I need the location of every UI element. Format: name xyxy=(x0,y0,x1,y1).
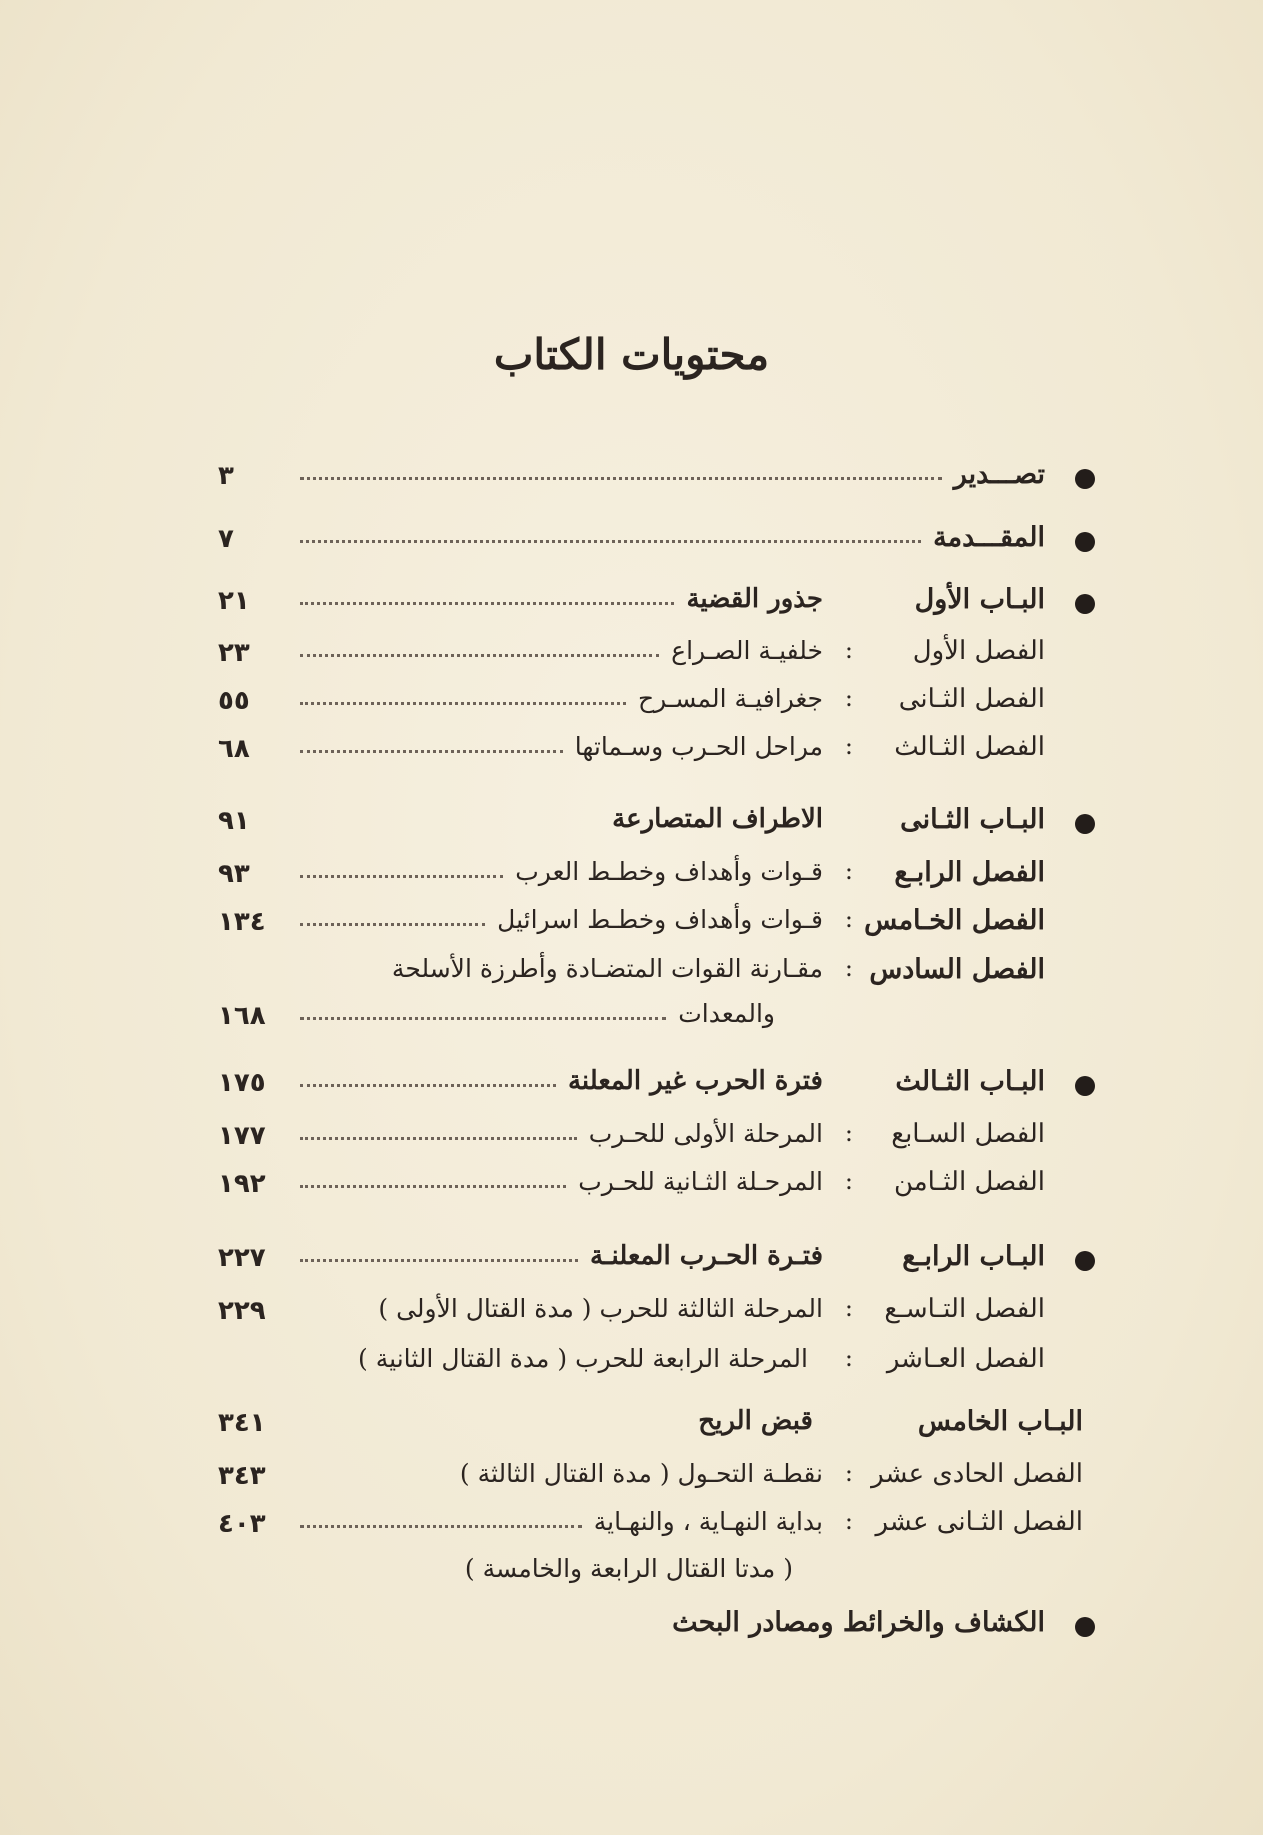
chapter-label: الفصل السادس xyxy=(869,954,1045,985)
part-title: فترة الحرب غير المعلنة xyxy=(567,1066,823,1096)
part-title: فتـرة الحـرب المعلنـة xyxy=(589,1241,823,1271)
chapter-label: الفصل الثـامن xyxy=(893,1167,1045,1197)
toc-part-2 xyxy=(0,800,1263,840)
toc-entry-introduction xyxy=(0,518,1263,558)
colon: : xyxy=(844,1294,853,1322)
toc-chapter xyxy=(0,1115,1263,1155)
part-label: البـاب الثـانى xyxy=(900,804,1045,835)
bullet-icon xyxy=(1075,1076,1095,1096)
part-label: البـاب الرابـع xyxy=(902,1241,1045,1272)
toc-chapter xyxy=(0,632,1263,672)
chapter-title-continued: والمعدات xyxy=(678,999,775,1028)
chapter-title-continued: ( مدتا القتال الرابعة والخامسة ) xyxy=(464,1554,793,1583)
part-title: جذور القضية xyxy=(686,584,823,614)
bullet-icon xyxy=(1075,469,1095,489)
bullet-icon xyxy=(1075,1251,1095,1271)
chapter-title: مراحل الحـرب وسـماتها xyxy=(574,732,823,761)
page-title: محتويات الكتاب xyxy=(493,330,770,379)
leader-dots xyxy=(300,1007,666,1020)
part-title: قبض الريح xyxy=(698,1406,813,1436)
leader-dots xyxy=(300,1515,582,1528)
toc-chapter-continuation xyxy=(0,1550,1263,1590)
page-number: ٣٤١ xyxy=(218,1408,266,1438)
toc-chapter xyxy=(0,1503,1263,1543)
page-number: ٧ xyxy=(218,524,234,554)
leader-dots xyxy=(300,467,942,480)
toc-chapter xyxy=(0,950,1263,990)
toc-chapter-continuation xyxy=(0,995,1263,1035)
chapter-title: قـوات وأهداف وخطـط العرب xyxy=(515,857,823,886)
chapter-label: الفصل الثـانى عشر xyxy=(875,1507,1083,1537)
colon: : xyxy=(844,684,853,712)
page-number: ١٧٧ xyxy=(218,1121,266,1151)
leader-dots xyxy=(300,592,674,605)
page-number: ١٧٥ xyxy=(218,1068,266,1098)
page-number: ٩١ xyxy=(218,806,250,836)
leader-dots xyxy=(300,740,563,753)
entry-title: الكشاف والخرائط ومصادر البحث xyxy=(672,1607,1045,1638)
page-number: ٣ xyxy=(218,461,234,491)
colon: : xyxy=(844,1459,853,1487)
leader-dots xyxy=(300,1175,566,1188)
chapter-title: نقطـة التحـول ( مدة القتال الثالثة ) xyxy=(459,1459,823,1488)
toc-chapter xyxy=(0,680,1263,720)
chapter-label: الفصل السـابع xyxy=(891,1119,1045,1149)
toc-entry-foreword xyxy=(0,455,1263,495)
chapter-label: الفصل التـاسـع xyxy=(884,1294,1045,1324)
chapter-label: الفصل الرابـع xyxy=(894,857,1045,888)
page-number: ٦٨ xyxy=(218,734,250,764)
page-number: ٥٥ xyxy=(218,686,250,716)
page-number: ٣٤٣ xyxy=(218,1461,266,1491)
chapter-title: المرحلة الأولى للحـرب xyxy=(588,1119,823,1148)
colon: : xyxy=(844,1167,853,1195)
toc-part-4 xyxy=(0,1237,1263,1277)
colon: : xyxy=(844,1119,853,1147)
leader-dots xyxy=(300,865,503,878)
page-number: ٢٣ xyxy=(218,638,250,668)
page-number: ٩٣ xyxy=(218,859,250,889)
colon: : xyxy=(844,1507,853,1535)
chapter-label: الفصل الثـالث xyxy=(894,732,1045,762)
part-label: البـاب الأول xyxy=(914,584,1045,615)
toc-chapter xyxy=(0,901,1263,941)
page-number: ٢٢٩ xyxy=(218,1296,266,1326)
bullet-icon xyxy=(1075,1617,1095,1637)
bullet-icon xyxy=(1075,814,1095,834)
page-number: ٤٠٣ xyxy=(218,1509,266,1539)
part-title: الاطراف المتصارعة xyxy=(612,804,823,834)
toc-chapter xyxy=(0,1290,1263,1330)
chapter-label: الفصل الثـانى xyxy=(898,684,1045,714)
leader-dots xyxy=(300,530,921,543)
toc-entry-index xyxy=(0,1603,1263,1643)
entry-title: تصـــدير xyxy=(953,459,1045,490)
leader-dots xyxy=(300,1249,578,1262)
chapter-title: قـوات وأهداف وخطـط اسرائيل xyxy=(497,905,823,934)
colon: : xyxy=(844,954,853,982)
colon: : xyxy=(844,732,853,760)
page-number: ١٣٤ xyxy=(218,907,266,937)
toc-chapter xyxy=(0,853,1263,893)
part-label: البـاب الخامس xyxy=(917,1406,1083,1437)
bullet-icon xyxy=(1075,594,1095,614)
chapter-label: الفصل الأول xyxy=(912,636,1045,666)
page-number: ٢٢٧ xyxy=(218,1243,266,1273)
part-label: البـاب الثـالث xyxy=(895,1066,1045,1097)
bullet-icon xyxy=(1075,532,1095,552)
toc-chapter xyxy=(0,728,1263,768)
chapter-label: الفصل العـاشر xyxy=(886,1344,1045,1374)
leader-dots xyxy=(300,1127,577,1140)
toc-chapter xyxy=(0,1340,1263,1380)
chapter-title: بداية النهـاية ، والنهـاية xyxy=(593,1507,823,1536)
chapter-title: المرحلة الرابعة للحرب ( مدة القتال الثانية ) xyxy=(358,1344,808,1373)
chapter-title: المرحـلة الثـانية للحـرب xyxy=(578,1167,823,1196)
chapter-title: مقـارنة القوات المتضـادة وأطرزة الأسلحة xyxy=(391,954,823,983)
chapter-title: جغرافيـة المسـرح xyxy=(638,684,823,713)
page-number: ١٩٢ xyxy=(218,1169,266,1199)
chapter-title: المرحلة الثالثة للحرب ( مدة القتال الأولى ) xyxy=(378,1294,823,1323)
chapter-label: الفصل الخـامس xyxy=(864,905,1045,936)
page-number: ١٦٨ xyxy=(218,1001,266,1031)
leader-dots xyxy=(300,1074,556,1087)
toc-part-1 xyxy=(0,580,1263,620)
leader-dots xyxy=(300,692,626,705)
toc-chapter xyxy=(0,1455,1263,1495)
leader-dots xyxy=(300,644,659,657)
entry-title: المقـــدمة xyxy=(933,522,1045,553)
colon: : xyxy=(844,857,853,885)
colon: : xyxy=(844,905,853,933)
colon: : xyxy=(844,1344,853,1372)
chapter-label: الفصل الحادى عشر xyxy=(871,1459,1083,1489)
toc-part-5 xyxy=(0,1402,1263,1442)
toc-chapter xyxy=(0,1163,1263,1203)
colon: : xyxy=(844,636,853,664)
page-number: ٢١ xyxy=(218,586,250,616)
toc-part-3 xyxy=(0,1062,1263,1102)
chapter-title: خلفيـة الصـراع xyxy=(671,636,823,665)
leader-dots xyxy=(300,913,485,926)
